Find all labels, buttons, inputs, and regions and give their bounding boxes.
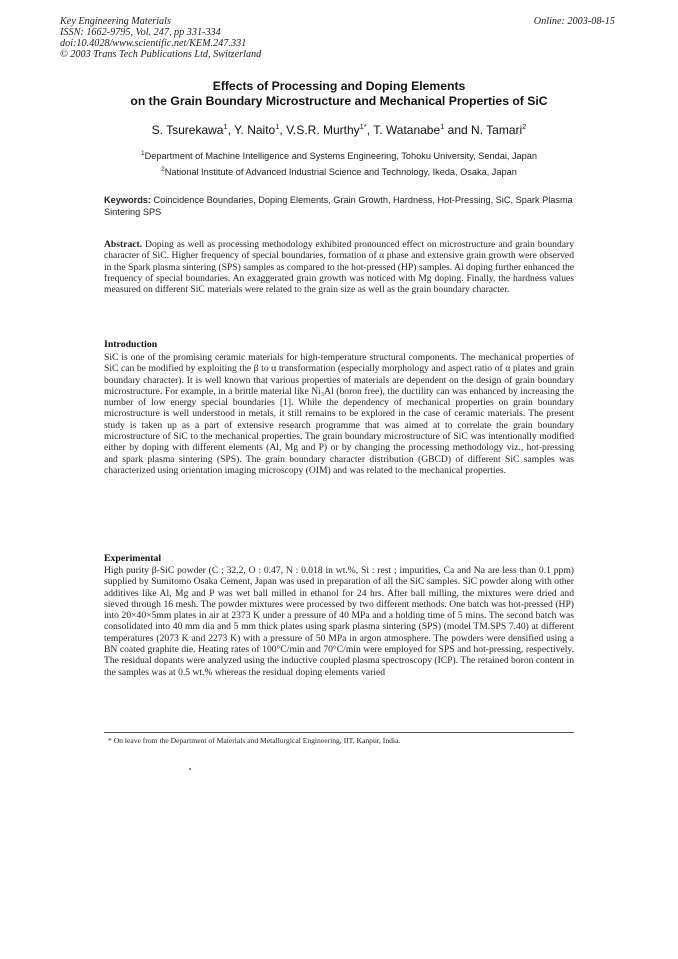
footnote-divider bbox=[104, 732, 574, 733]
author-separator: and bbox=[444, 123, 472, 137]
keywords-block bbox=[104, 194, 574, 218]
affiliation-2 bbox=[0, 166, 678, 177]
running-header bbox=[60, 16, 261, 60]
title-line-2: on the Grain Boundary Microstructure and Mechanical Properties of SiC bbox=[130, 94, 548, 108]
author-affiliation-mark: 2 bbox=[522, 122, 527, 131]
issn-line: ISSN: 1662-9795, Vol. 247, pp 331-334 bbox=[60, 27, 221, 38]
abstract-paragraph bbox=[104, 239, 574, 295]
abstract-text: Doping as well as processing methodology exhibited pronounced effect on microstructure and grain boundary character of SiC. Higher frequency of special boundaries, formation of α phase and extensive grain growth were observed in the Spark plasma sintering (SPS) samples as compared to the hot-pressed (HP) samples. Al doping further enhanced the frequency of special boundaries. An exaggerated grain growth was noticed with Mg doping. Finally, the hardness values measured on different SiC materials were related to the grain size as well as the grain boundary character. bbox=[104, 239, 574, 296]
author-separator: , bbox=[366, 123, 374, 137]
copyright-line: © 2003 Trans Tech Publications Ltd, Switzerland bbox=[60, 49, 262, 60]
author-name: S. Tsurekawa bbox=[151, 123, 224, 137]
author-separator: , bbox=[227, 123, 235, 137]
paper-title bbox=[0, 79, 678, 109]
affiliation-text: National Institute of Advanced Industrial Science and Technology, Ikeda, Osaka, Japan bbox=[164, 167, 517, 178]
author-name: N. Tamari bbox=[471, 123, 523, 137]
author-affiliation-mark: 1* bbox=[359, 122, 367, 131]
author-affiliation-mark: 1 bbox=[440, 122, 445, 131]
title-line-1: Effects of Processing and Doping Elements bbox=[212, 79, 466, 93]
author-name: Y. Naito bbox=[234, 123, 276, 137]
affiliation-mark: 1 bbox=[140, 150, 145, 157]
experimental-paragraph: High purity β-SiC powder (C : 32.2, O : 0.47, N : 0.018 in wt.%, Si : rest ; impurities, Ca and Na are less than 0.1 ppm) supplied by Sumitomo Osaka Cement, Japan was used in preparation of all the SiC samples. SiC powder along with other additives like Al, Mg and P was wet ball milled in ethanol for 24 hrs. After ball milling, the mixtures were dried and sieved through 16 mesh. The powder mixtures were processed by two different methods. One batch was hot-pressed (HP) into 20×40×5mm plates in air at 2373 K under a pressure of 40 MPa and a holding time of 5 mins. The second batch was consolidated into 40 mm dia and 5 mm thick plates using spark plasma sintering (SPS) (model TM.SPS 7.40) at different temperatures (2073 K and 2273 K) with a pressure of 50 MPa in argon atmosphere. The powders were densified using a BN coated graphite die. Heating rates of 100°C/min and 70°C/min were employed for SPS and hot-pressing, respectively. The residual dopants were analyzed using the inductive coupled plasma spectroscopy (ICP). The retained boron content in the samples was at 0.5 wt.% whereas the residual doping elements varied bbox=[104, 565, 574, 678]
author-name: V.S.R. Murthy bbox=[286, 123, 360, 137]
introduction-heading: Introduction bbox=[104, 339, 158, 350]
scan-speck bbox=[189, 768, 191, 770]
affiliation-text: Department of Machine Intelligence and Systems Engineering, Tohoku University, Sendai, Japan bbox=[144, 151, 538, 162]
experimental-heading: Experimental bbox=[104, 553, 162, 564]
affiliation-mark: 2 bbox=[161, 166, 165, 173]
footnote: * On leave from the Department of Materials and Metallurgical Engineering, IIT, Kanpur, India. bbox=[108, 736, 401, 745]
keywords-text: Coincidence Boundaries, Doping Elements, Grain Growth, Hardness, Hot-Pressing, SiC, Spark Plasma Sintering SPS bbox=[104, 195, 573, 217]
online-date: Online: 2003-08-15 bbox=[533, 16, 615, 27]
introduction-paragraph: SiC is one of the promising ceramic materials for high-temperature structural components. The mechanical properties of SiC can be modified by exploiting the β to α transformation (especially morphology and aspect ratio of α plates and grain boundary character). It is well known that various properties of materials are dependent on the design of grain boundary microstructure. For example, in a brittle material like Ni₃Al (boron free), the ductility can was enhanced by increasing the number of low energy special boundaries [1]. While the dependency of mechanical properties on grain boundary microstructure is well understood in metals, it still remains to be explored in the case of ceramic materials. The present study is taken up as a part of extensive research programme that was aimed at to correlate the grain boundary microstructure of SiC to the mechanical properties. The grain boundary microstructure of SiC was intentionally modified either by doping with different elements (Al, Mg and P) or by changing the processing methodology viz., hot-pressing and spark plasma sintering (SPS). The grain boundary character distribution (GBCD) of different SiC samples was characterized using orientation imaging microscopy (OIM) and was related to the mechanical properties. bbox=[104, 352, 574, 476]
journal-name: Key Engineering Materials bbox=[60, 16, 171, 27]
abstract-label: Abstract. bbox=[104, 239, 143, 250]
author-list bbox=[0, 122, 678, 137]
author-affiliation-mark: 1 bbox=[223, 122, 228, 131]
doi-link[interactable]: doi:10.4028/www.scientific.net/KEM.247.331 bbox=[60, 38, 247, 49]
affiliation-1 bbox=[0, 150, 678, 161]
keywords-label: Keywords: bbox=[104, 195, 151, 205]
author-name: T. Watanabe bbox=[373, 123, 441, 137]
author-separator: , bbox=[279, 123, 287, 137]
author-affiliation-mark: 1 bbox=[275, 122, 280, 131]
